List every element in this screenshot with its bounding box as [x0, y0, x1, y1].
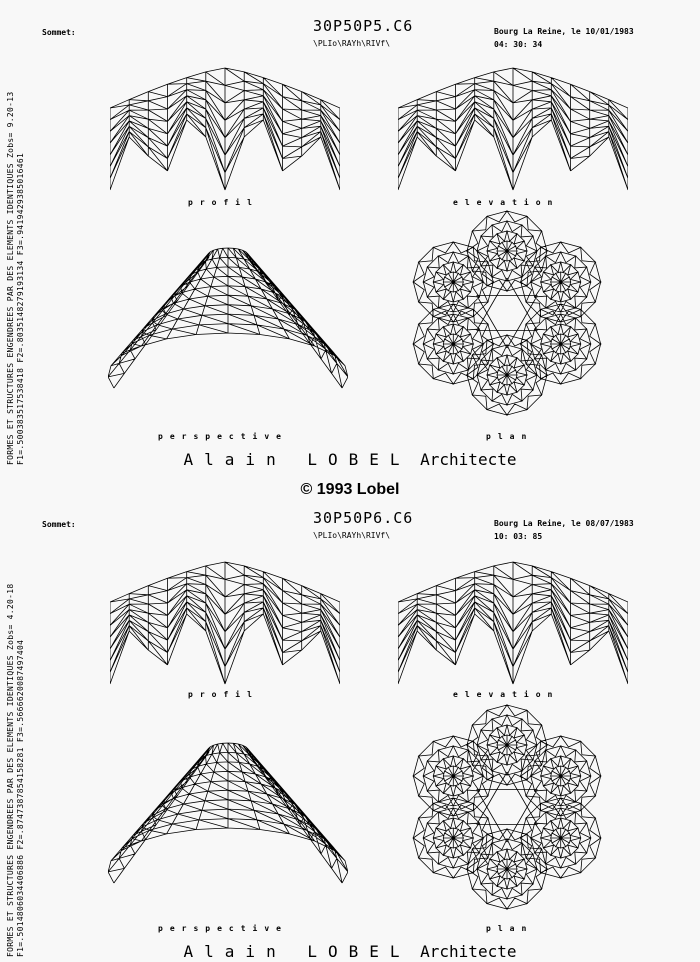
- profil-view: [110, 60, 340, 195]
- drawing-sheet-1: [0, 0, 700, 470]
- architect-role: Architecte: [420, 450, 517, 469]
- elevation-label: elevation: [453, 690, 560, 699]
- plan-view: [402, 702, 612, 912]
- plan-view: [402, 208, 612, 418]
- side-caption: [6, 512, 42, 957]
- side-caption: [6, 20, 42, 465]
- perspective-label: perspective: [158, 924, 288, 933]
- side-caption-line-2: F1=.500383517538418 F2=.8035148279193134 F3=.9419429385016461: [16, 152, 25, 465]
- sommet-label: Sommet:: [42, 28, 76, 37]
- plan-label: plan: [486, 924, 534, 933]
- architect-role: Architecte: [420, 942, 517, 961]
- sommet-label: Sommet:: [42, 520, 76, 529]
- architect-credit: [0, 450, 700, 469]
- copyright-notice: © 1993 Lobel: [300, 481, 400, 498]
- drawing-path: \PLIo\RAYh\RIVf\: [313, 531, 391, 540]
- side-caption-line-1: FORMES ET STRUCTURES ENGENDREES PAR DES ELEMENTS IDENTIQUES Zobs= 9.20-13: [6, 91, 15, 465]
- drawing-time: 10: 03: 85: [494, 532, 543, 541]
- place-date: Bourg La Reine, le 10/01/1983: [494, 27, 634, 36]
- elevation-view: [398, 60, 628, 195]
- side-caption-line-1: FORMES ET STRUCTURES ENGENDREES PAR DES ELEMENTS IDENTIQUES Zobs= 4.20-18: [6, 583, 15, 957]
- perspective-view: [108, 720, 348, 905]
- drawing-time: 04: 30: 34: [494, 40, 543, 49]
- profil-view: [110, 554, 340, 689]
- plan-label: plan: [486, 432, 534, 441]
- perspective-view: [108, 225, 348, 410]
- drawing-path: \PLIo\RAYh\RIVf\: [313, 39, 391, 48]
- place-date: Bourg La Reine, le 08/07/1983: [494, 519, 634, 528]
- elevation-view: [398, 554, 628, 689]
- drawing-title: 30P50P5.C6: [313, 17, 414, 35]
- profil-label: profil: [188, 198, 259, 207]
- profil-label: profil: [188, 690, 259, 699]
- side-caption-line-2: F1=.5014806034406886 F2=.8747387854158281 F3=.5666620087497404: [16, 639, 25, 957]
- drawing-title: 30P50P6.C6: [313, 509, 414, 527]
- architect-name: Alain LOBEL: [183, 450, 411, 469]
- drawing-sheet-2: [0, 492, 700, 962]
- elevation-label: elevation: [453, 198, 560, 207]
- perspective-label: perspective: [158, 432, 288, 441]
- architect-name: Alain LOBEL: [183, 942, 411, 961]
- architect-credit: [0, 942, 700, 961]
